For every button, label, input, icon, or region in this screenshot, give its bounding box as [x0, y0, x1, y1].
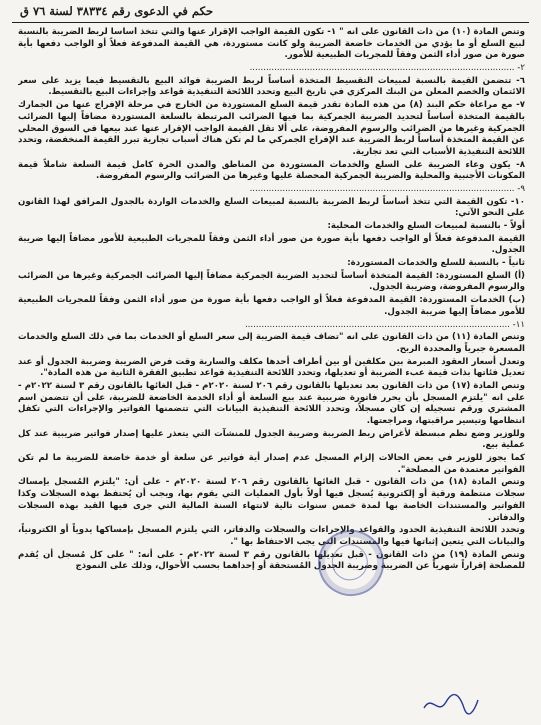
- paragraph: (ب) الخدمات المستوردة: القيمة المدفوعة فعلاً أو الواجب دفعها بأية صورة من صور أداء الثمن وفقاً للمجريات الطبيعية للأمور مضافاً إليها ضريبة الجدول.: [18, 295, 525, 317]
- paragraph: وتنص المادة (١٩) من ذات القانون - قبل تعديلها بالقانون رقم ٣ لسنة ٢٠٢٢م - على أنه: " على كل مُسجل أن يُقدم للمصلحة إقراراً شهرياً عن الضريبة وضريبة الجدول المُستحقة أو إحداهما بحسب الأحوال، وذلك على النموذج: [18, 549, 525, 572]
- paragraph: ٩- .................................................................................................: [249, 183, 525, 194]
- paragraph: أولاً - بالنسبة لمبيعات السلع والخدمات المحلية:: [327, 221, 525, 231]
- header-divider: [12, 22, 529, 23]
- paragraph: وتنص المادة (١٠) من ذات القانون على انه " ١- تكون القيمة الواجب الإقرار عنها والتي تتخذ أساساً لربط الضريبة بالنسبة لبيع السلع أو ما يؤدي من الخدمات خاضعة الضريبة ولو كانت مستوردة، هي القيمة المدفوعة فعلاً أو الواجب دفعها بأية صورة من صور أداء الثمن وفقاً للمجريات الطبيعية للأمور.: [18, 27, 525, 61]
- document-body: [18, 27, 525, 713]
- paragraph: ٧- مع مراعاة حكم البند (٨) من هذه المادة تقدر قيمة السلع المستوردة من الخارج في مرحلة الإفراج عنها من الجمارك بالقيمة المتخذة أساساً لتحديد الضريبة الجمركية بما فيها الضرائب المرتبطة بالسلعة المستوردة مضافاً إليها الضرائب الجمركية وغيرها من الضرائب والرسوم المفروضة، على ألا تقل القيمة الواجب الإقرار عنها عند بيعها في السوق المحلي عن القيمة المتخذة أساساً لربط الضريبة عند الإفراج الجمركي ما لم تكن هناك أسباب تجارية تبرر القيمة المنخفضة، وتحدد اللائحة التنفيذية الأسباب التي تعد تجارية.: [18, 100, 525, 157]
- paragraph: ٦- تتضمن القيمة بالنسبة لمبيعات التقسيط المتخذة أساساً لربط الضريبة فوائد البيع بالتقسيط فيما يزيد على سعر الائتمان والخصم المعلن من البنك المركزي في تاريخ البيع وتحدد اللائحة التنفيذية قواعد وإجراءات البيع بالتقسيط.: [18, 75, 525, 98]
- paragraph: ٨- يكون وعاء الضريبة على السلع والخدمات المستوردة من المناطق والمدن الحرة كامل قيمة السلعة شاملاً قيمة المكونات الأجنبية والمحلية والضريبة الجمركية المحصلة عليها وغيرها من الضرائب والرسوم المفروضة.: [18, 159, 525, 182]
- paragraph: وتنص المادة (١٨) من ذات القانون - قبل الغائها بالقانون رقم ٢٠٦ لسنة ٢٠٢٠م - على أن: "يلتزم المُسجل بإمساك سجلات منتظمة ورقية أو إلكترونية يُسجل فيها أولاً بأول العمليات التي يقوم بها، ويجب أن يُحتفظ بهذه السجلات وكذا الفواتير والمستندات الخاصة بها لمدة خمس سنوات تالية لانتهاء السنة المالية التي جرى فيها القيد بهذه السجلات والدفاتر.: [18, 477, 525, 523]
- paragraph: ١٠- تكون القيمة التي تتخذ أساساً لربط الضريبة بالنسبة لمبيعات السلع والخدمات الواردة بالجدول المرافق لهذا القانون على النحو الآتي:: [18, 196, 525, 219]
- case-title: حكم في الدعوى رقم ٣٨٣٣٤ لسنة ٧٦ ق: [20, 4, 214, 18]
- paragraph: وللوزير وضع نظم مبسطة لأغراض ربط الضريبة وضريبة الجدول للمنشآت التي يتعذر عليها إصدار فواتير ضريبية عند كل عملية بيع.: [18, 428, 525, 451]
- paragraph: وتعدل أسعار العقود المبرمة بين مكلفين أو بين أطراف أحدها مكلف والسارية وقت فرض الضريبة وضريبة الجدول أو عند تعديل فئاتها بذات قيمة عبء الضريبة أو تعديلها، وتحدد اللائحة التنفيذية قواعد تطبيق الفقرة الثانية من هذه المادة".: [18, 356, 525, 379]
- paragraph: كما يجوز للوزير في بعض الحالات إلزام المسجل عدم إصدار أية فواتير عن سلعة أو خدمة خاضعة للضريبة ما لم تكن الفواتير معتمدة من المصلحة".: [18, 453, 525, 475]
- paragraph: ٢- .................................................................................................: [249, 63, 525, 74]
- paragraph: القيمة المدفوعة فعلاً أو الواجب دفعها بأية صورة من صور أداء الثمن وفقاً للمجريات الطبيعية للأمور مضافاً إليها ضريبة الجدول.: [18, 233, 525, 256]
- paragraph: وتنص المادة (١٧) من ذات القانون بعد تعديلها بالقانون رقم ٢٠٦ لسنة ٢٠٢٠م - قبل الغائها بالقانون رقم ٣ لسنة ٢٠٢٢م - على انه "يلتزم المسجل بأن يحرر فاتورة ضريبية عند بيع السلعة أو أداء الخدمة الخاضعة للضريبة، على أن تتضمن اسم المشتري ورقم تسجيله إن كان مسجلاً، وتحدد اللائحة التنفيذية البيانات التي تتضمنها الفواتير والإجراءات التي تكفل انتظامها وتيسير مراقبتها، ومراجعتها.: [18, 380, 525, 426]
- paragraph: ثانياً - بالنسبة للسلع والخدمات المستوردة:: [347, 258, 525, 269]
- paragraph: وتحدد اللائحة التنفيذية الحدود والقواعد والإجراءات والسجلات والدفاتر، التي يلتزم المسجل بإمساكها يدوياً أو الكترونياً، والبيانات التي يتعين إثباتها فيها والمستندات التي يجب الاحتفاظ بها ".: [18, 525, 525, 547]
- paragraph: وتنص المادة (١١) من ذات القانون على انه "تضاف قيمة الضريبة إلى سعر السلع أو الخدمات بما في ذلك السلع والخدمات المسعرة جبرياً والمحددة الربح.: [18, 332, 525, 354]
- page-header: [20, 4, 521, 20]
- paragraph: (أ) السلع المستوردة: القيمة المتخذة أساساً لتحديد الضريبة الجمركية مضافاً إليها الضرائب الجمركية وغيرها من الضرائب والرسوم المفروضة، وضريبة الجدول.: [18, 270, 525, 293]
- paragraph: ١١- .................................................................................................: [244, 319, 525, 330]
